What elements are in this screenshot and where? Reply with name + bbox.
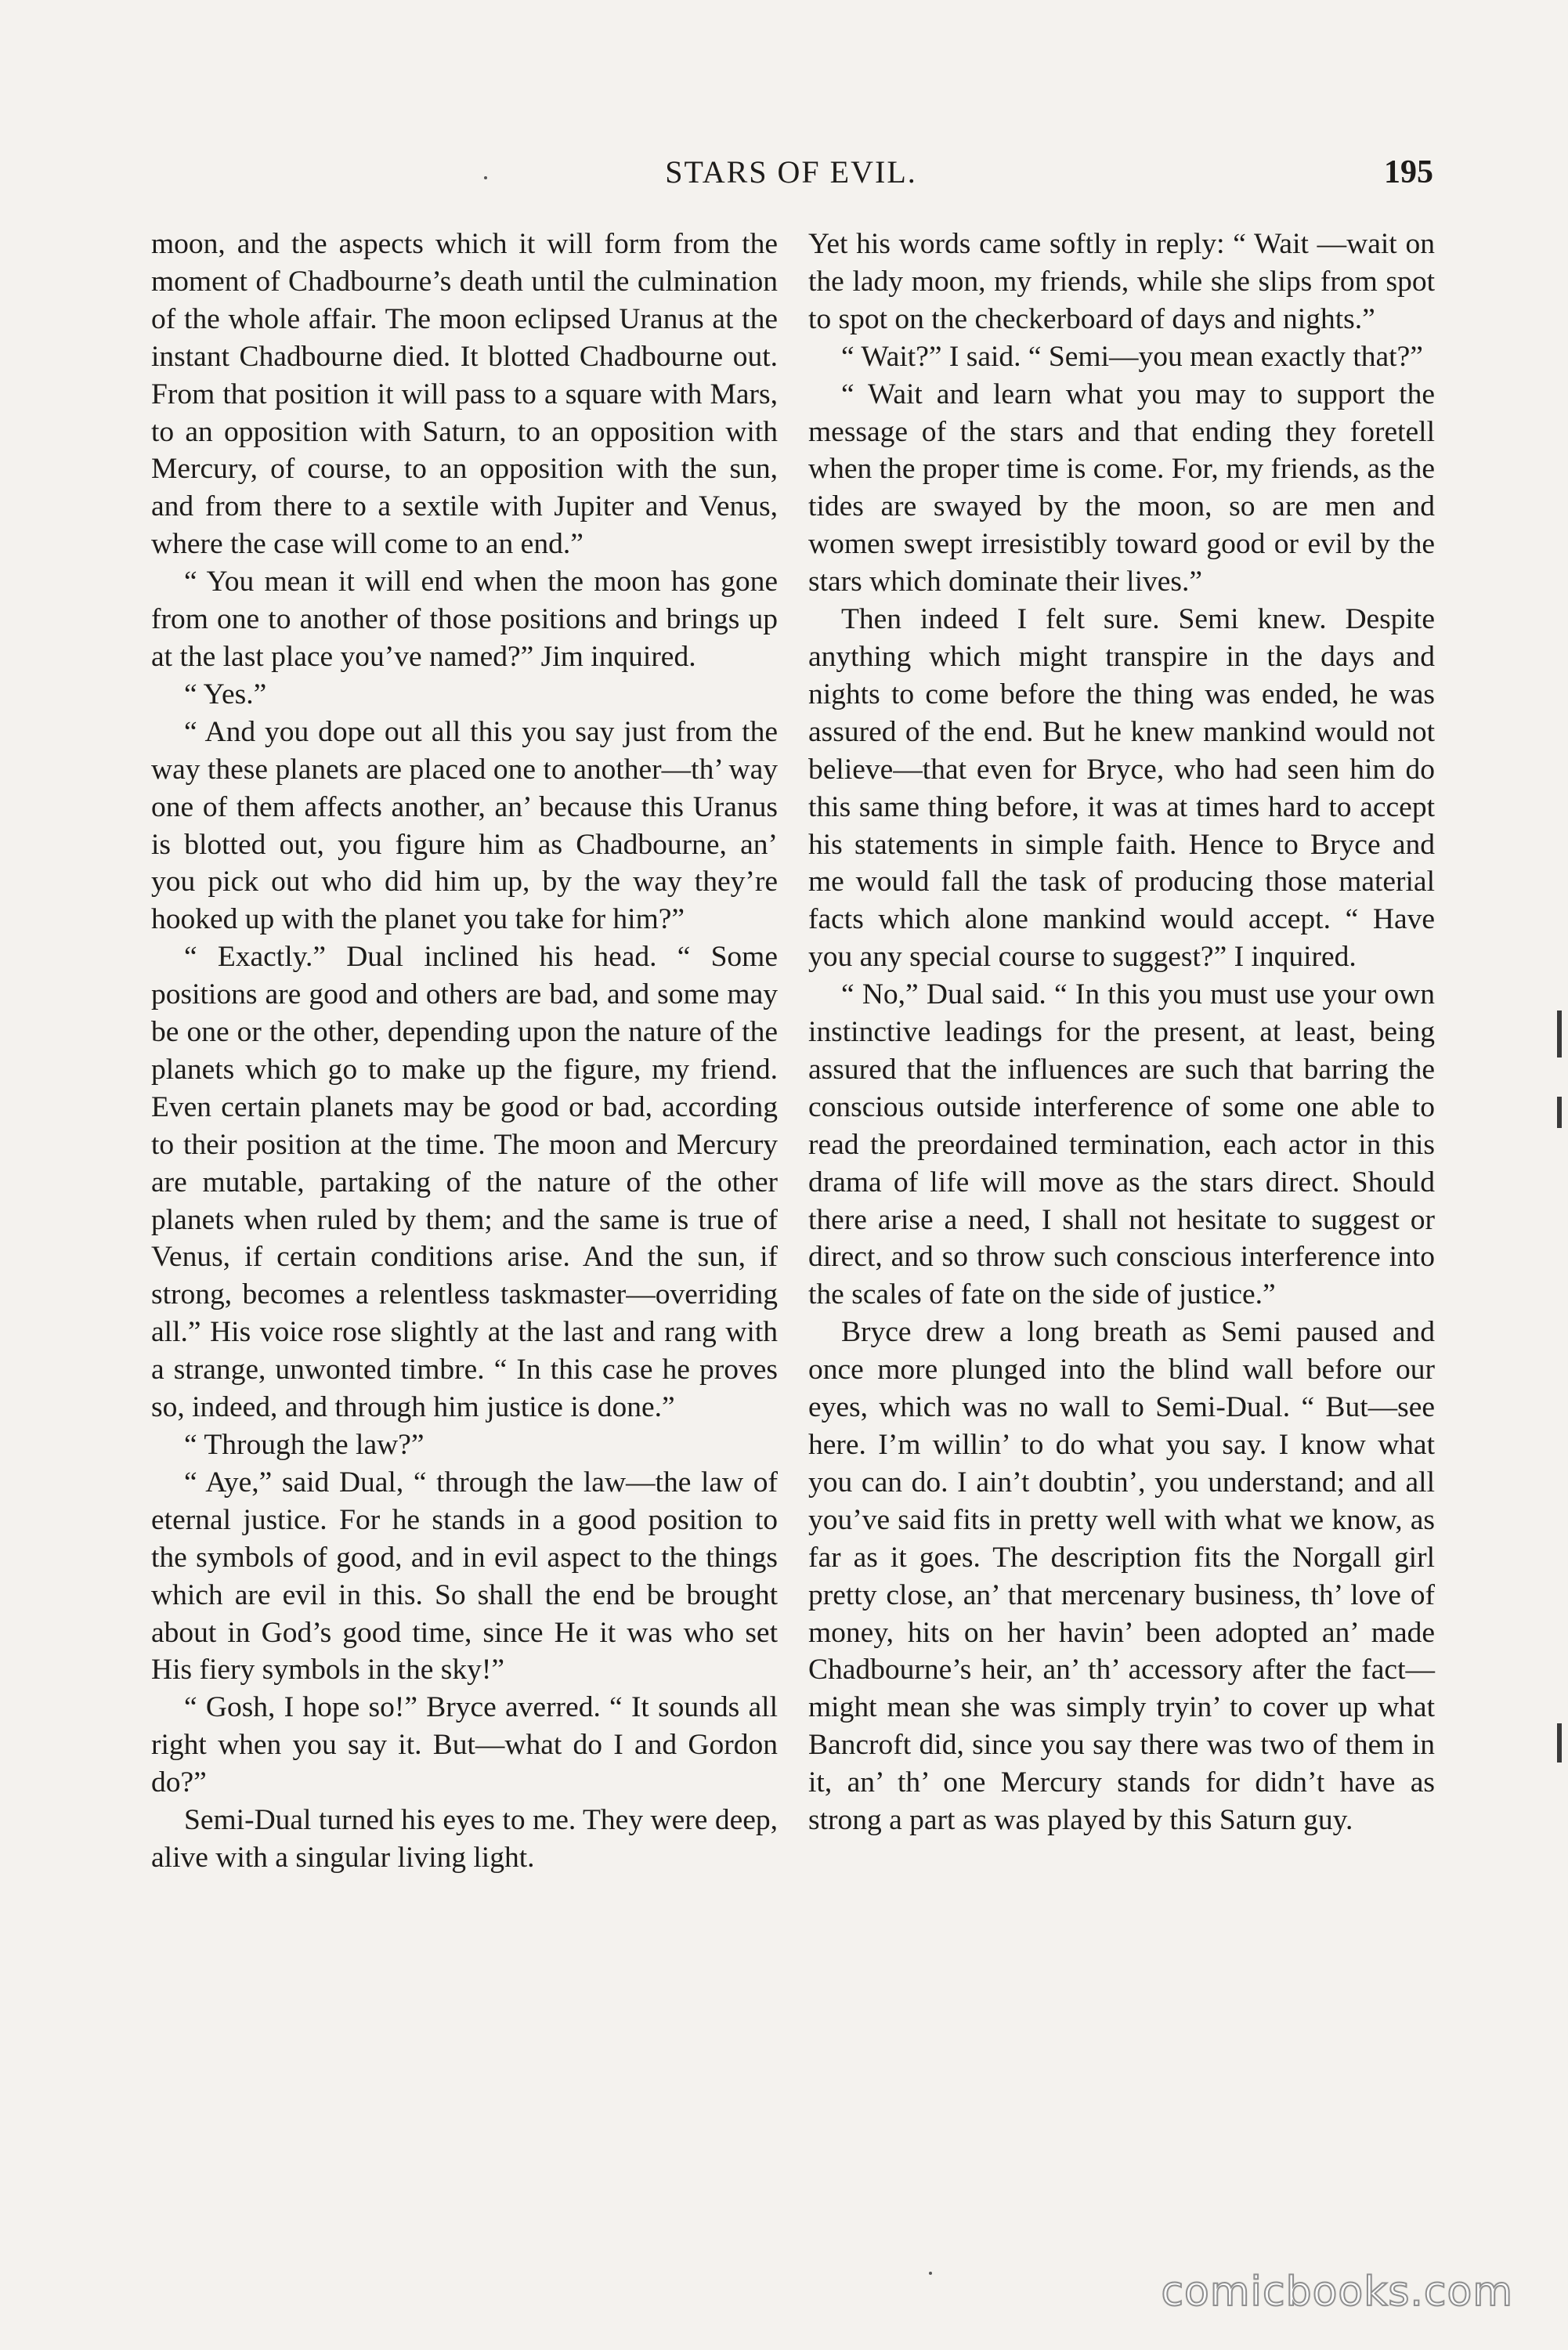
- scan-edge-mark: [1557, 1723, 1562, 1762]
- left-column: [151, 226, 778, 1877]
- page-header: [149, 154, 1433, 208]
- paragraph: Yet his words came softly in reply: “ Wait —wait on the lady moon, my friends, while she slips from spot to spot on the checkerboard of days and nights.”: [808, 228, 1435, 335]
- scan-edge-mark: [1557, 1097, 1562, 1128]
- paragraph: “ No,” Dual said. “ In this you must use your own instinctive leadings for the present, at least, being assured that the influences are such that barring the conscious outside interference of some one able to read the preordained termination, each actor in this drama of life will move as the stars direct. Should there arise a need, I shall not hesitate to suggest or direct, and so throw such conscious interference into the scales of fate on the side of justice.”: [808, 978, 1435, 1311]
- paragraph: moon, and the aspects which it will form from the moment of Chadbourne’s death until the culmination of the whole affair. The moon eclipsed Uranus at the instant Chadbourne died. It blotted Chadbourne out. From that position it will pass to a square with Mars, to an opposition with Saturn, to an opposition with Mercury, of course, to an opposition with the sun, and from there to a sextile with Jupiter and Venus, where the case will come to an end.”: [151, 228, 778, 561]
- paragraph: “ Wait and learn what you may to support the message of the stars and that ending they foretell when the proper time is come. For, my friends, as the tides are swayed by the moon, so are men and women swept irresistibly toward good or evil by the stars which dominate their lives.”: [808, 378, 1435, 598]
- paragraph: “ Yes.”: [184, 678, 267, 710]
- paragraph: “ Aye,” said Dual, “ through the law—the law of eternal justice. For he stands in a good position to the symbols of good, and in evil aspect to the things which are evil in this. So shall the end be brought about in God’s good time, since He it was who set His fiery symbols in the sky!”: [151, 1466, 778, 1687]
- watermark-logo: comicbooks.com: [1161, 2269, 1513, 2316]
- paragraph: “ Wait?” I said. “ Semi—you mean exactly that?”: [841, 340, 1423, 373]
- scan-edge-mark: [1557, 1010, 1562, 1058]
- paragraph: “ Through the law?”: [184, 1429, 425, 1461]
- paragraph: “ Gosh, I hope so!” Bryce averred. “ It sounds all right when you say it. But—what do I and Gordon do?”: [151, 1691, 778, 1799]
- paragraph: Bryce drew a long breath as Semi paused and once more plunged into the blind wall before our eyes, which was no wall to Semi-Dual. “ But—see here. I’m willin’ to do what you say. I know what you can do. I ain’t doubtin’, you understand; and all you’ve said fits in pretty well with what we know, as far as it goes. The description fits the Norgall girl pretty close, an’ that mercenary business, th’ love of money, hits on her havin’ been adopted an’ made Chadbourne’s heir, an’ th’ accessory after the fact—might mean she was simply tryin’ to cover up what Bancroft did, since you say there was two of them in it, an’ th’ one Mercury stands for didn’t have as strong a part as was played by this Saturn guy.: [808, 1316, 1435, 1837]
- running-head: STARS OF EVIL.: [665, 154, 917, 190]
- paragraph: Semi-Dual turned his eyes to me. They were deep, alive with a singular living light.: [151, 1804, 778, 1874]
- page-number: 195: [1384, 154, 1433, 190]
- paragraph: Then indeed I felt sure. Semi knew. Despite anything which might transpire in the days and nights to come before the thing was ended, he was assured of the end. But he knew mankind would not believe—that even for Bryce, who had seen him do this same thing before, it was at times hard to accept his statements in simple faith. Hence to Bryce and me would fall the task of producing those material facts which alone mankind would accept. “ Have you any special course to suggest?” I inquired.: [808, 603, 1435, 974]
- paragraph: “ You mean it will end when the moon has gone from one to another of those positions and brings up at the last place you’ve named?” Jim inquired.: [151, 566, 778, 673]
- paragraph: “ And you dope out all this you say just from the way these planets are placed one to another—th’ way one of them affects another, an’ because this Uranus is blotted out, you figure him as Chadbourne, an’ you pick out who did him up, by the way they’re hooked up with the planet you take for him?”: [151, 715, 778, 936]
- scan-speck: [929, 2272, 932, 2275]
- paragraph: “ Exactly.” Dual inclined his head. “ Some positions are good and others are bad, and some may be one or the other, depending upon the nature of the planets which go to make up the figure, my friend. Even certain planets may be good or bad, according to their position at the time. The moon and Mercury are mutable, partaking of the nature of the other planets when ruled by them; and the same is true of Venus, if certain conditions arise. And the sun, if strong, becomes a relentless taskmaster—overriding all.” His voice rose slightly at the last and rang with a strange, unwonted timbre. “ In this case he proves so, indeed, and through him justice is done.”: [151, 941, 778, 1424]
- right-column: [808, 226, 1435, 1839]
- scan-speck: [484, 176, 487, 179]
